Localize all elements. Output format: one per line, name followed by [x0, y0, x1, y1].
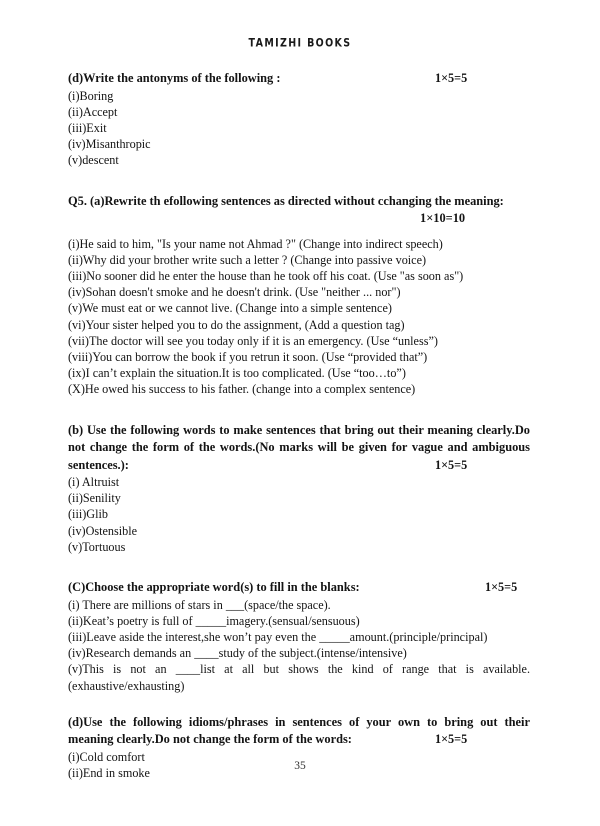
list-item: (v)We must eat or we cannot live. (Change into a simple sentence) [68, 301, 392, 316]
q5b-heading-line-3 [68, 457, 530, 475]
q5c-heading-text: (C)Choose the appropriate word(s) to fill in the blanks: [68, 580, 360, 595]
list-item: (i)He said to him, "Is your name not Ahmad ?" (Change into indirect speech) [68, 236, 443, 251]
q5a-list [68, 236, 530, 398]
section-q5b [68, 422, 530, 556]
list-item: (i) Altruist [68, 475, 120, 490]
antonyms-heading-row [68, 70, 530, 88]
antonyms-marks: 1×5=5 [435, 71, 468, 85]
list-item: (iii)Glib [68, 507, 108, 522]
q5c-list [68, 597, 530, 694]
q5d-heading-line-1: (d)Use the following idioms/phrases in sentences of your own to bring out their [68, 714, 530, 729]
document-body [68, 70, 530, 781]
list-item: (ii)Accept [68, 104, 118, 119]
list-item: (iv)Misanthropic [68, 137, 151, 152]
list-item: (i)Cold comfort [68, 749, 145, 764]
q5b-heading-line-2: not change the form of the words.(No marks will be given for vague and ambiguous [68, 440, 530, 455]
list-item: (iii)No sooner did he enter the house than he took off his coat. (Use "as soon as") [68, 268, 464, 283]
list-item: (vi)Your sister helped you to do the assignment, (Add a question tag) [68, 317, 405, 332]
antonyms-list [68, 88, 530, 169]
list-item: (iv)Sohan doesn't smoke and he doesn't drink. (Use "neither ... nor") [68, 285, 401, 300]
list-item: (viii)You can borrow the book if you retrun it soon. (Use “provided that”) [68, 349, 428, 364]
list-item: (i) There are millions of stars in ___(space/the space). [68, 597, 331, 612]
document-header [0, 33, 600, 51]
section-q5a [68, 193, 530, 398]
section-q5c [68, 579, 530, 694]
q5b-marks: 1×5=5 [435, 457, 468, 472]
list-item: (v)This is not an ____list at all but shows the kind of range that is available.(exhaustive/exhausting) [68, 662, 530, 693]
list-item: (ii)Senility [68, 491, 121, 506]
q5b-heading-tail-text: sentences.): [68, 457, 129, 472]
publisher-brand-text: TAMIZHI BOOKS [248, 37, 352, 50]
list-item: (vii)The doctor will see you today only if it is an emergency. (Use “unless”) [68, 333, 438, 348]
q5d-heading-tail-text: meaning clearly.Do not change the form of the words: [68, 732, 352, 747]
q5d-heading-line-2 [68, 731, 530, 749]
list-item: (i)Boring [68, 88, 114, 103]
q5b-heading-line-1: (b) Use the following words to make sentences that bring out their meaning clearly.Do [68, 422, 530, 437]
list-item: (iv)Research demands an ____study of the subject.(intense/intensive) [68, 646, 407, 661]
list-item: (ii)Keat’s poetry is full of _____imagery.(sensual/sensuous) [68, 613, 360, 628]
list-item: (iv)Ostensible [68, 523, 138, 538]
q5b-list [68, 474, 530, 555]
list-item: (ii)End in smoke [68, 765, 150, 780]
antonyms-heading-text: (d)Write the antonyms of the following : [68, 71, 281, 85]
list-item: (iii)Exit [68, 120, 107, 135]
list-item: (X)He owed his success to his father. (change into a complex sentence) [68, 382, 416, 397]
list-item: (iii)Leave aside the interest,she won’t pay even the _____amount.(principle/principal) [68, 629, 488, 644]
list-item: (v)Tortuous [68, 539, 126, 554]
page-number: 35 [294, 760, 306, 772]
q5d-marks: 1×5=5 [435, 732, 468, 747]
q5a-heading: Q5. (a)Rewrite th efollowing sentences as directed without cchanging the meaning: [68, 193, 504, 208]
section-antonyms [68, 70, 530, 169]
list-item: (ix)I can’t explain the situation.It is too complicated. (Use “too…to”) [68, 366, 406, 381]
list-item: (ii)Why did your brother write such a letter ? (Change into passive voice) [68, 252, 427, 267]
q5c-marks: 1×5=5 [485, 580, 518, 595]
q5c-heading-row [68, 579, 530, 597]
q5a-marks: 1×10=10 [420, 211, 466, 226]
list-item: (v)descent [68, 153, 119, 168]
